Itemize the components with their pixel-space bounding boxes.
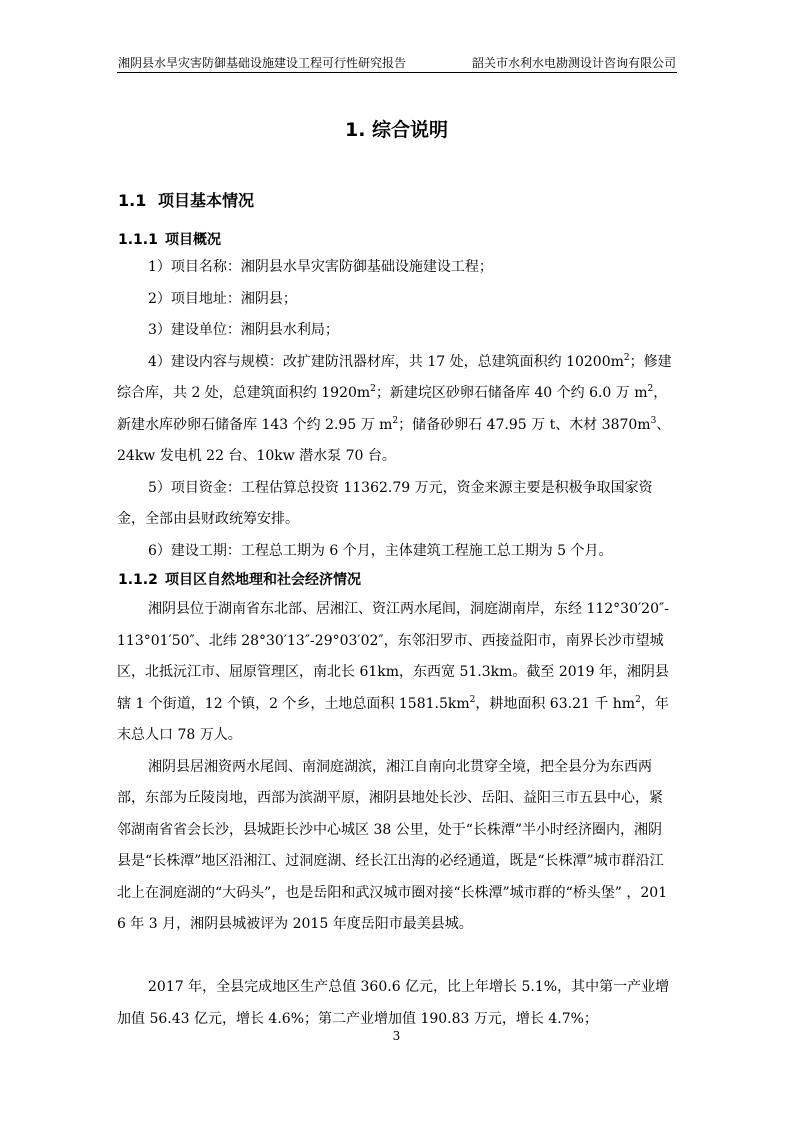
item-project-funding: 5）项目资金：工程估算总投资 11362.79 万元，资金来源主要是积极争取国家资金，全部由县财政统筹安排。 <box>117 479 653 527</box>
page-number: 3 <box>392 1029 401 1043</box>
item-builder: 3）建设单位：湘阴县水利局； <box>148 322 339 338</box>
paragraph-region: 湘阴县居湘资两水尾闾、南洞庭湖滨，湘江自南向北贯穿全境，把全县分为东西两部，东部为丘陵岗地，西部为滨湖平原，湘阴县地处长沙、岳阳、益阳三市五县中心，紧邻湖南省省会长沙，县城距长沙中心城区 38 公里，处于“长株潭”半小时经济圈内，湘阴县是“长株潭”地区沿湘江、过洞庭湖、经长江出海的必经通道，既是“长株潭”城市群沿江北上在洞庭湖的“大码头”，也是岳阳和武汉城市圈对接“长株潭”城市群的“桥头堡” ，2016 年 3 月，湘阴县城被评为 2015 年度岳阳市最美县城。 <box>117 758 668 932</box>
paragraph-location: 湘阴县位于湖南省东北部、居湘江、资江两水尾闾，洞庭湖南岸，东经 112°30′20″-113°01′50″、北纬 28°30′13″-29°03′02″，东邻汨罗市、西接益阳市，南界长沙市望城区，北抵沅江市、屈原管理区，南北长 61km，东西宽 51.3km。截至 2019 年，湘阴县辖 1 个街道，12 个镇，2 个乡，土地总面积 $1581.5km^2$，耕地面积 63.21 千 $hm^2$，年末总人口 78 万人。 <box>117 601 669 743</box>
item-project-name: 1）项目名称：湘阴县水旱灾害防御基础设施建设工程； <box>148 259 493 275</box>
section-heading <box>118 191 254 211</box>
section-number: 1.1 <box>118 191 147 210</box>
page-header <box>118 56 676 70</box>
header-company-name: 韶关市水利水电勘测设计咨询有限公司 <box>471 56 676 70</box>
item-project-address: 2）项目地址：湘阴县； <box>148 290 297 307</box>
subsection-number: 1.1.1 <box>118 232 158 248</box>
subsection-title: 项目区自然地理和社会经济情况 <box>165 572 361 588</box>
chapter-title: 1. 综合说明 <box>344 119 449 141</box>
subsection-title: 项目概况 <box>165 232 221 248</box>
subsection-heading-geography <box>118 571 361 589</box>
paragraph-economy: 2017 年，全县完成地区生产总值 360.6 亿元，比上年增长 5.1%，其中第一产业增加值 56.43 亿元，增长 4.6%；第二产业增加值 190.83 万元，增长 4.7%； <box>117 979 670 1027</box>
header-report-title: 湘阴县水旱灾害防御基础设施建设工程可行性研究报告 <box>118 56 407 70</box>
subsection-number: 1.1.2 <box>118 572 158 588</box>
section-title: 项目基本情况 <box>158 191 255 210</box>
item-construction-period: 6）建设工期：工程总工期为 6 个月，主体建筑工程施工总工期为 5 个月。 <box>148 542 613 559</box>
header-divider <box>117 72 677 73</box>
item-construction-scope: 4）建设内容与规模：改扩建防汛器材库，共 17 处，总建筑面积约 $10200m^2$；修建综合库，共 2 处，总建筑面积约 $1920m^2$；新建垸区砂卵石储备库 40 个约 6.0 万 $m^2$，新建水库砂卵石储备库 143 个约 2.95 万 $m^2$；储备砂卵石 47.95 万 t、木材 $3870m^3$、24kw 发电机 22 台、10kw 潜水泵 70 台。 <box>117 352 672 464</box>
subsection-heading-overview <box>118 231 221 249</box>
